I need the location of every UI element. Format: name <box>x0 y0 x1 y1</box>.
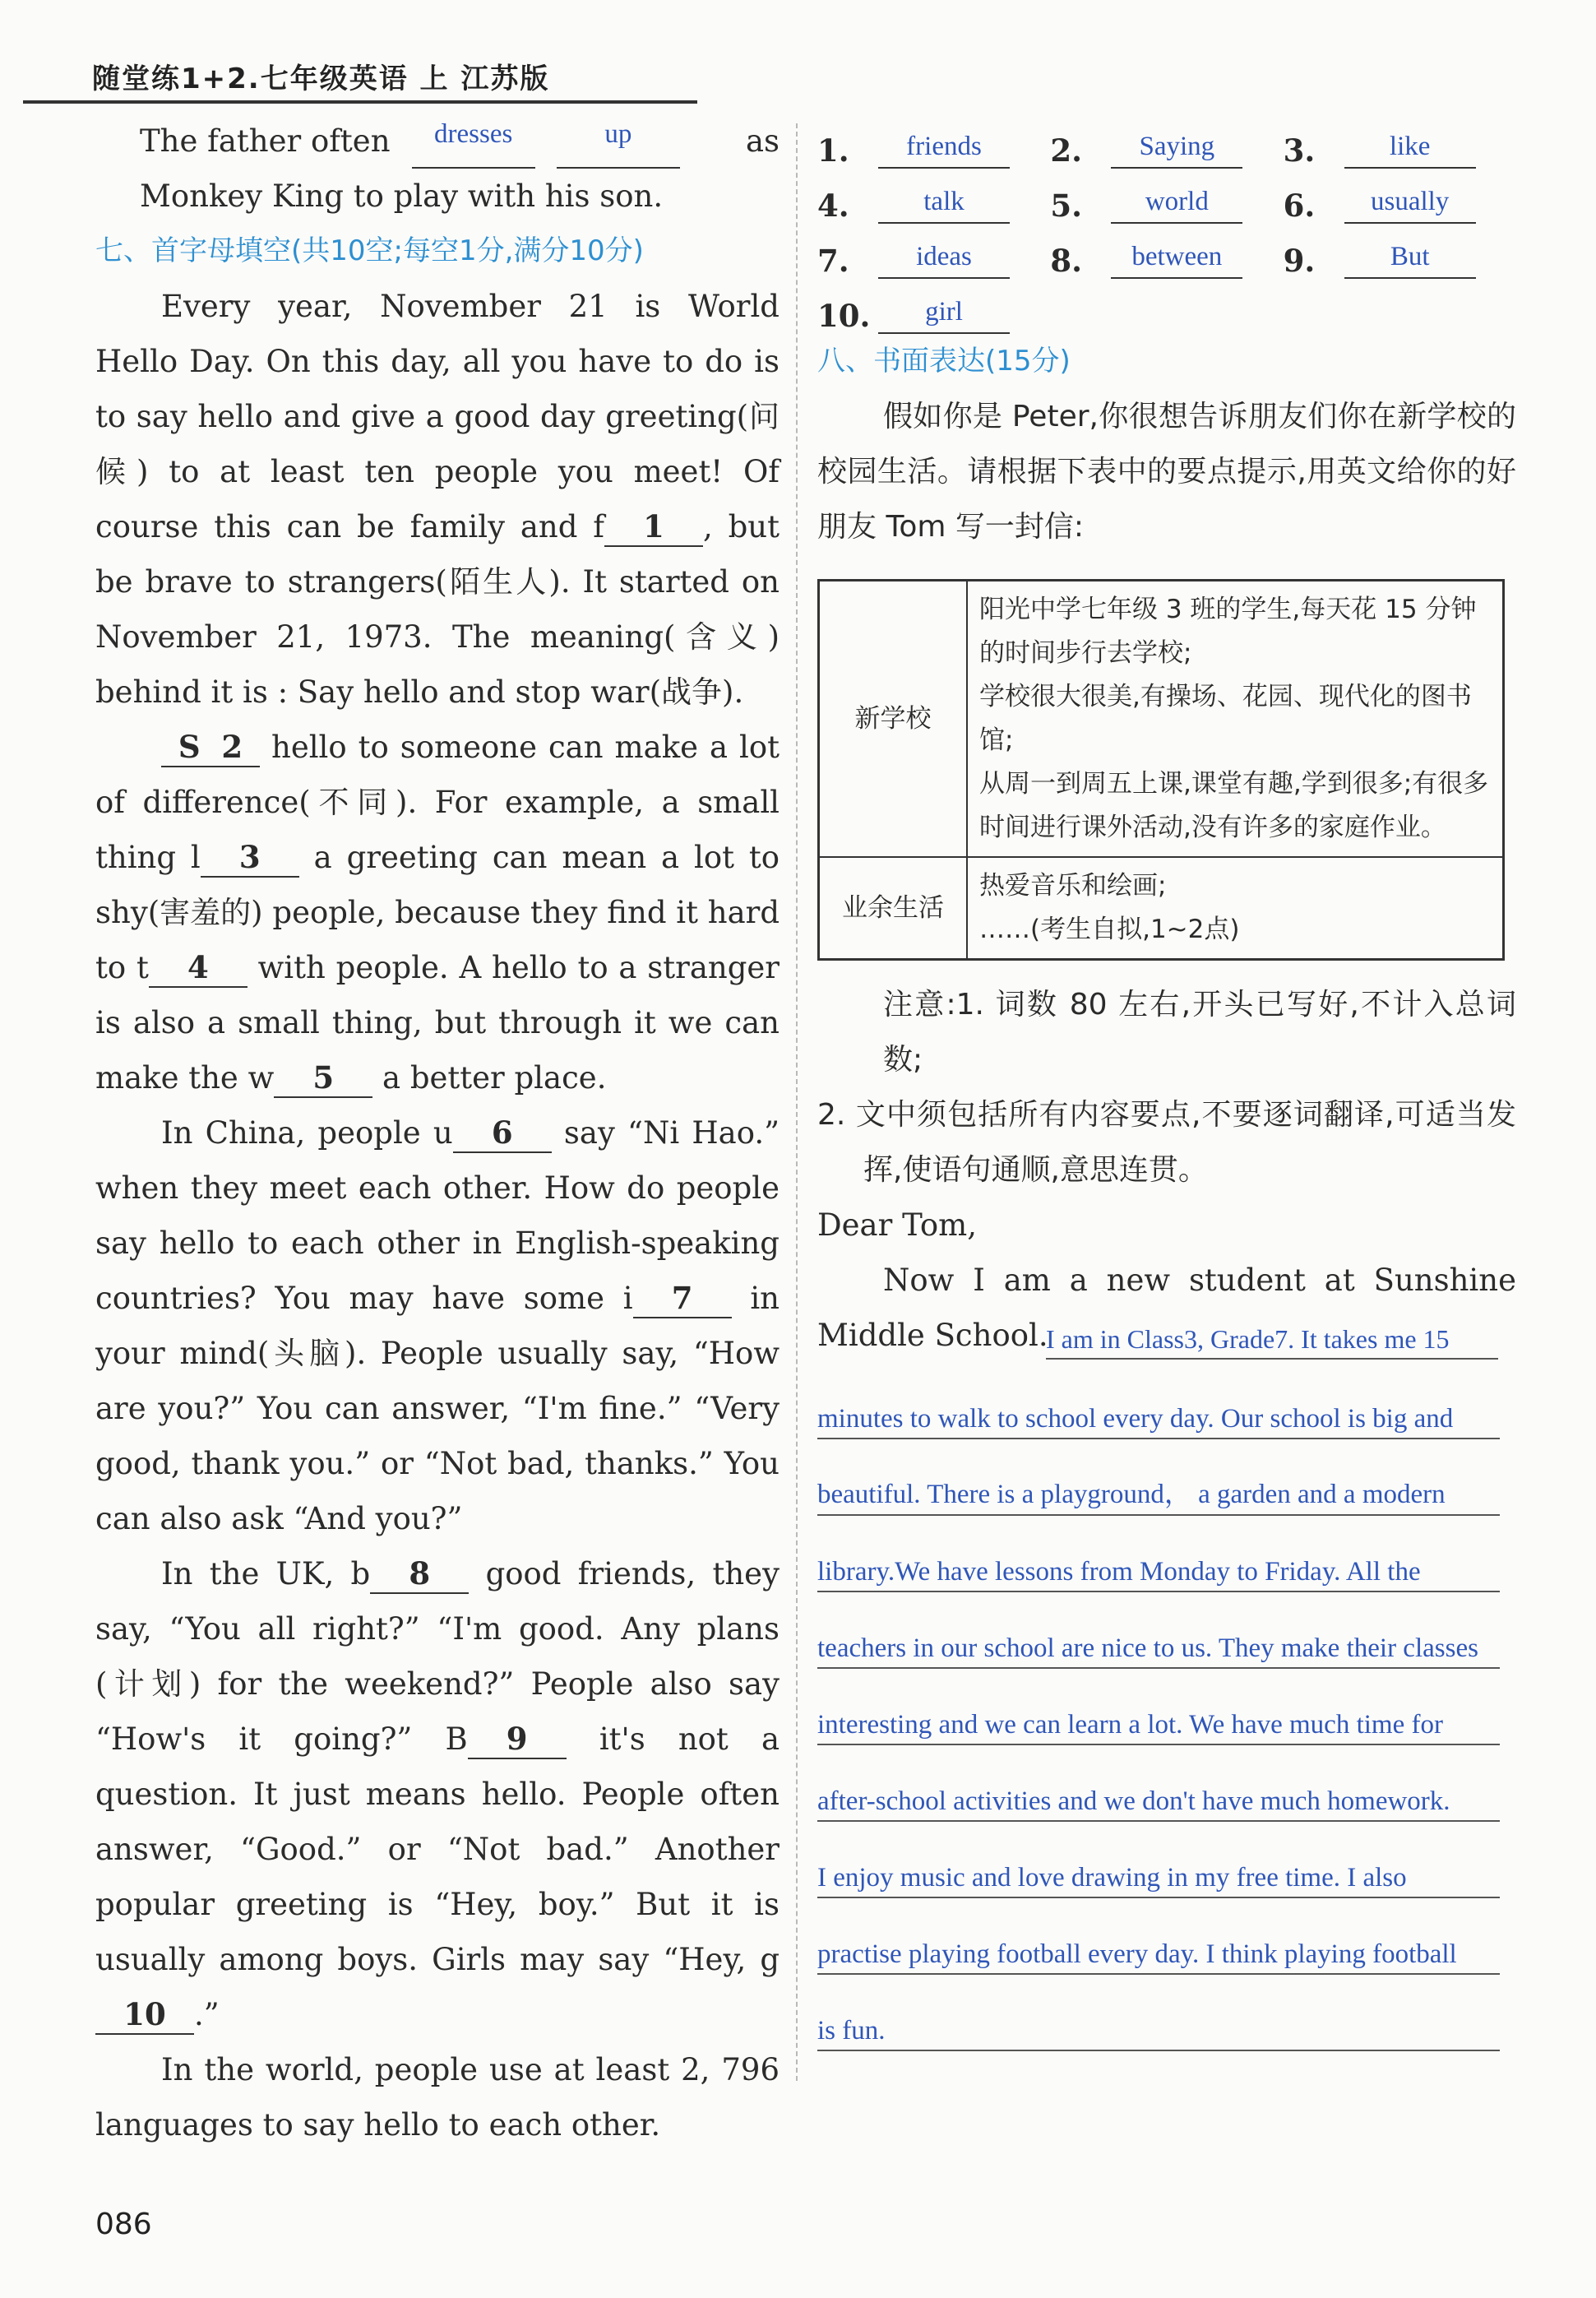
table-row <box>819 857 1504 960</box>
answer-item <box>817 291 1060 334</box>
answer-num: 3. <box>1283 132 1316 169</box>
answer-num: 1. <box>817 132 849 169</box>
note-2: 2. 文中须包括所有内容要点,不要逐词翻译,可适当发挥,使语句通顺,意思连贯。 <box>817 1098 1516 1187</box>
intro-line-2: Monkey King to play with his son. <box>140 178 664 214</box>
intro-line-1 <box>95 114 779 169</box>
header-title: 随堂练1+2.七年级英语 上 江苏版 <box>92 63 550 95</box>
answer-num: 6. <box>1283 188 1316 224</box>
answer-item <box>817 181 1050 224</box>
paragraph-4 <box>95 1546 779 2042</box>
section-8-title: 八、书面表达(15分) <box>817 345 1071 378</box>
answer-word: But <box>1344 236 1476 279</box>
p3-text-b: say “Ni Hao.” when they meet each other. How do people say hello to each other in English-speaking countries? You may have some i <box>95 1115 779 1316</box>
writing-prompt: 假如你是 Peter,你很想告诉朋友们你在新学校的校园生活。请根据下表中的要点提示,用英文给你的好朋友 Tom 写一封信: <box>817 400 1516 544</box>
essay-answer-line: I enjoy music and love drawing in my free time. I also <box>817 1822 1500 1898</box>
p4-text-a: In the UK, b <box>161 1556 371 1591</box>
essay-answer-line: library.We have lessons from Monday to Friday. All the <box>817 1516 1500 1592</box>
answer-num: 7. <box>817 243 849 279</box>
answer-word: talk <box>878 181 1010 224</box>
blank-1: 1 <box>604 507 703 547</box>
answer-item <box>1050 236 1283 279</box>
table-point: 阳光中学七年级 3 班的学生,每天花 15 分钟的时间步行去学校; <box>979 595 1477 668</box>
section-7-title: 七、首字母填空(共10空;每空1分,满分10分) <box>95 234 644 267</box>
p4-text-c: it's not a question. It just means hello. People often answer, “Good.” or “Not bad.” Another popular greeting is “Hey, boy.” But it is usually among boys. Girls may say “Hey, g <box>95 1721 780 1977</box>
p2-text-d: a better place. <box>382 1060 607 1096</box>
answer-item <box>817 236 1050 279</box>
answer-word: like <box>1344 126 1476 169</box>
essay-answer-line: after-school activities and we don't have much homework. <box>817 1745 1500 1822</box>
p2-text-a: hello to someone can make a lot of difference(不同). For example, a small thing l <box>95 730 779 875</box>
blank-3: 3 <box>201 838 299 878</box>
answer-num: 4. <box>817 188 849 224</box>
answer-item <box>1284 126 1516 169</box>
blank-2-num: 2 <box>221 729 243 765</box>
blank-2-letter: S <box>178 729 201 765</box>
p4-text-b: good friends, they say, “You all right?” “I'm good. Any plans (计划) for the weekend?” People also say “How's it going?” B <box>95 1556 779 1757</box>
paragraph-1 <box>95 279 779 720</box>
column-divider <box>796 123 798 2081</box>
answer-word: between <box>1111 236 1242 279</box>
intro-text: The father often <box>140 123 391 159</box>
table-row <box>819 581 1504 858</box>
blank-6: 6 <box>453 1114 552 1153</box>
blank-8: 8 <box>370 1554 469 1594</box>
answer-item <box>1050 181 1283 224</box>
answer-num: 2. <box>1050 132 1082 169</box>
table-cell-free-time <box>967 857 1504 960</box>
page-header <box>23 51 697 104</box>
p2-text-c: with people. A hello to a stranger is also a small thing, but through it we can make the w <box>95 950 779 1096</box>
answer-row-2 <box>817 169 1516 224</box>
essay-answer-line: practise playing football every day. I think playing football <box>817 1898 1500 1975</box>
answer-key <box>817 114 1516 334</box>
salutation: Dear Tom, <box>817 1207 977 1243</box>
table-point: 学校很大很美,有操场、花园、现代化的图书馆; <box>979 682 1472 755</box>
writing-points-table <box>817 579 1505 961</box>
essay-lines <box>817 1363 1500 2051</box>
paragraph-2 <box>95 720 779 1105</box>
page-number: 086 <box>95 2208 152 2241</box>
blank-5: 5 <box>274 1059 372 1098</box>
paragraph-5: In the world, people use at least 2, 796 languages to say hello to each other. <box>95 2052 779 2143</box>
essay-answer-line: teachers in our school are nice to us. They make their classes <box>817 1592 1500 1669</box>
blank-2 <box>161 728 260 767</box>
table-head-free-time: 业余生活 <box>819 857 968 960</box>
right-column <box>817 114 1516 2051</box>
p3-text-c: in your mind(头脑). People usually say, “How are you?” You can answer, “I'm fine.” “Very good, thank you.” or “Not bad, thanks.” You can also ask “And you?” <box>95 1281 780 1536</box>
note-1: 注意:1. 词数 80 左右,开头已写好,不计入总词数; <box>883 988 1516 1077</box>
answer-item <box>1284 181 1516 224</box>
table-point: ……(考生自拟,1~2点) <box>979 915 1240 944</box>
answer-word: usually <box>1344 181 1476 224</box>
table-head-new-school: 新学校 <box>819 581 968 858</box>
answer-word: world <box>1111 181 1242 224</box>
p3-text-a: In China, people u <box>161 1115 453 1151</box>
left-column <box>95 114 779 2152</box>
table-point: 热爱音乐和绘画; <box>979 871 1167 901</box>
answer-num: 5. <box>1050 188 1082 224</box>
answer-num: 9. <box>1283 243 1316 279</box>
answer-dresses: dresses <box>412 114 535 169</box>
answer-item <box>817 126 1050 169</box>
essay-answer-line: beautiful. There is a playground， a garden and a modern <box>817 1439 1500 1516</box>
answer-word: Saying <box>1111 126 1242 169</box>
essay-answer-line: interesting and we can learn a lot. We have much time for <box>817 1669 1500 1745</box>
answer-up: up <box>557 114 680 169</box>
answer-num: 10. <box>817 298 871 334</box>
essay-answer-line: I am in Class3, Grade7. It takes me 15 <box>1046 1300 1498 1360</box>
p2-text-b: a greeting can mean a lot to shy(害羞的) people, because they find it hard to t <box>95 840 779 985</box>
essay-answer-line: minutes to walk to school every day. Our school is big and <box>817 1363 1500 1439</box>
p4-text-d: .” <box>194 1997 220 2032</box>
answer-word: friends <box>878 126 1010 169</box>
answer-row-4 <box>817 279 1516 334</box>
answer-item <box>1050 126 1283 169</box>
answer-row-1 <box>817 114 1516 169</box>
table-cell-new-school <box>967 581 1504 858</box>
table-point: 从周一到周五上课,课堂有趣,学到很多;有很多时间进行课外活动,没有许多的家庭作业。 <box>979 769 1489 842</box>
p1-text-b: , but be brave to strangers(陌生人). It started on November 21, 1973. The meaning(含义) behind it is : Say hello and stop war(战争). <box>95 509 779 710</box>
blank-9: 9 <box>468 1720 567 1759</box>
answer-item <box>1284 236 1516 279</box>
p1-text-a: Every year, November 21 is World Hello Day. On this day, all you have to do is to say hello and give a good day greeting(问候) to at least ten people you meet! Of course this can be family and f <box>95 289 779 544</box>
answer-word: ideas <box>878 236 1010 279</box>
paragraph-3 <box>95 1105 779 1546</box>
blank-4: 4 <box>149 948 247 988</box>
answer-row-3 <box>817 224 1516 279</box>
blank-7: 7 <box>633 1279 732 1318</box>
blank-10: 10 <box>95 1995 194 2035</box>
essay-answer-line: is fun. <box>817 1975 1500 2051</box>
answer-num: 8. <box>1050 243 1082 279</box>
intro-as: as <box>745 123 779 159</box>
answer-word: girl <box>878 291 1010 334</box>
essay-start-text: Now I am a new student at Sunshine Middle School. <box>817 1263 1516 1353</box>
